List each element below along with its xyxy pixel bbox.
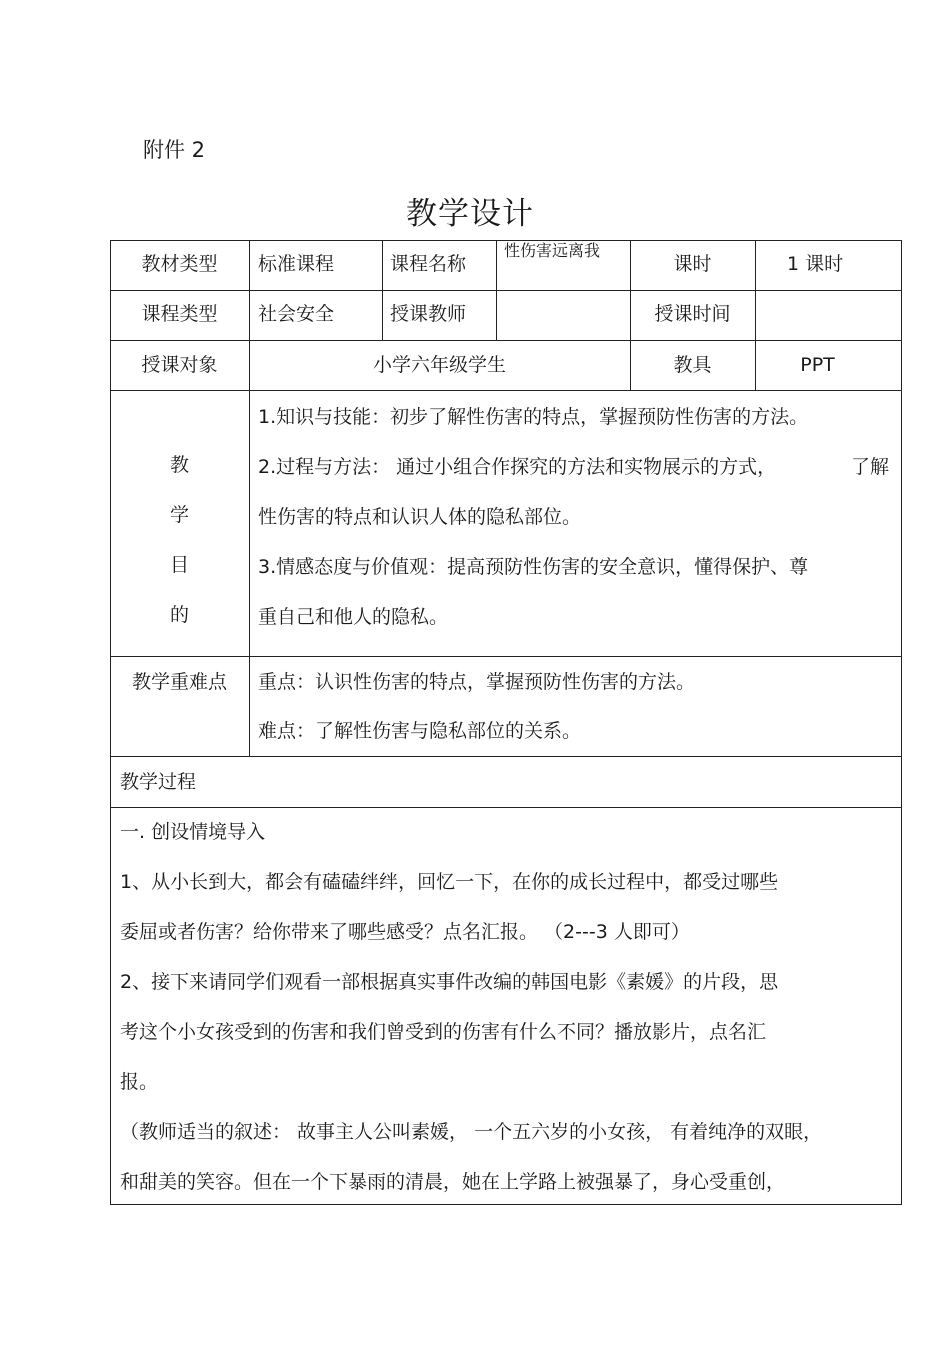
audience-label: 授课对象 — [141, 354, 218, 376]
course-name-label: 课程名称 — [390, 253, 467, 275]
objective-line: 3.情感态度与价值观：提高预防性伤害的安全意识，懂得保护、尊 — [258, 556, 809, 578]
key-points-label: 教学重难点 — [131, 671, 227, 693]
objective-line: 1.知识与技能：初步了解性伤害的特点，掌握预防性伤害的方法。 — [258, 406, 809, 428]
audience-value: 小学六年级学生 — [372, 354, 506, 376]
time-label: 授课时间 — [654, 303, 731, 325]
objective-line: 重自己和他人的隐私。 — [258, 606, 449, 628]
teacher-label: 授课教师 — [390, 303, 467, 325]
objectives-label-char: 学 — [169, 504, 189, 526]
process-label: 教学过程 — [120, 771, 197, 793]
process-line: 报。 — [120, 1071, 159, 1093]
material-type-label: 教材类型 — [141, 253, 218, 275]
objective-line: 了解 — [851, 456, 890, 478]
process-line: 2、接下来请同学们观看一部根据真实事件改编的韩国电影《素媛》的片段，思 — [120, 971, 779, 993]
material-type-value: 标准课程 — [258, 253, 335, 275]
objectives-label-char: 目 — [169, 554, 189, 576]
attachment-label: 附件 2 — [143, 138, 206, 162]
objective-line: 性伤害的特点和认识人体的隐私部位。 — [258, 506, 582, 528]
course-type-value: 社会安全 — [258, 303, 335, 325]
tools-label: 教具 — [673, 354, 712, 376]
key-point-line: 难点：了解性伤害与隐私部位的关系。 — [258, 720, 582, 742]
process-line: 1、从小长到大，都会有磕磕绊绊，回忆一下，在你的成长过程中，都受过哪些 — [120, 871, 779, 893]
process-line: （教师适当的叙述： 故事主人公叫素媛， 一个五六岁的小女孩， 有着纯净的双眼， — [120, 1121, 823, 1143]
course-type-label: 课程类型 — [141, 303, 218, 325]
process-line: 委屈或者伤害？给你带来了哪些感受？点名汇报。 （2---3 人即可） — [120, 921, 690, 943]
hours-value: 1 课时 — [787, 253, 844, 275]
process-line: 考这个小女孩受到的伤害和我们曾受到的伤害有什么不同？播放影片，点名汇 — [120, 1021, 767, 1043]
process-line: 一. 创设情境导入 — [120, 821, 266, 843]
objectives-label-char: 教 — [169, 454, 189, 476]
process-line: 和甜美的笑容。但在一个下暴雨的清晨，她在上学路上被强暴了，身心受重创， — [120, 1171, 786, 1193]
course-name-value: 性伤害远离我 — [504, 241, 601, 260]
objectives-label-char: 的 — [169, 604, 189, 626]
objective-line: 2.过程与方法： 通过小组合作探究的方法和实物展示的方式， — [258, 456, 777, 478]
tools-value: PPT — [800, 354, 835, 376]
page-title: 教学设计 — [406, 196, 534, 232]
hours-label: 课时 — [673, 253, 712, 275]
key-point-line: 重点：认识性伤害的特点，掌握预防性伤害的方法。 — [258, 671, 696, 693]
